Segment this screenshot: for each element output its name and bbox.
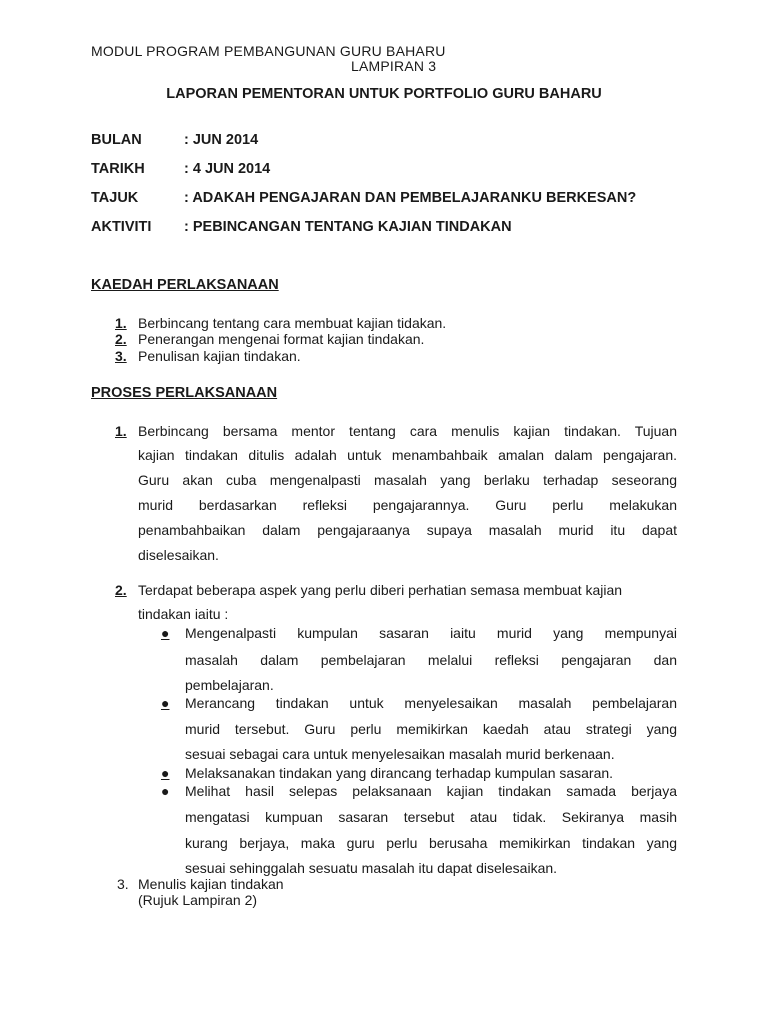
proses-item-number: 2. [115,582,127,598]
kaedah-item-number: 1. [115,315,127,331]
proses-p3-line: (Rujuk Lampiran 2) [138,892,258,908]
bullet-icon: ● [161,765,170,781]
proses-p3-line: Menulis kajian tindakan [138,876,284,892]
kaedah-item-text: Penerangan mengenai format kajian tindakan. [138,331,425,347]
proses-p1-line: Guru akan cuba mengenalpasti masalah yang berlaku terhadap seseorang [138,472,677,488]
bullet-line: pembelajaran. [185,677,274,693]
bullet-line: Melihat hasil selepas pelaksanaan kajian tindakan samada berjaya [185,783,677,799]
appendix-label: LAMPIRAN 3 [351,58,437,74]
kaedah-item-text: Penulisan kajian tindakan. [138,348,301,364]
proses-p2-line: tindakan iaitu : [138,606,229,622]
bullet-line: Merancang tindakan untuk menyelesaikan masalah pembelajaran [185,695,677,711]
meta-aktiviti-key: AKTIVITI [91,219,152,235]
bullet-line: Mengenalpasti kumpulan sasaran iaitu murid yang mempunyai [185,625,677,641]
module-header: MODUL PROGRAM PEMBANGUNAN GURU BAHARU [91,43,446,59]
proses-item-number: 1. [115,423,127,439]
bullet-line: sesuai sehinggalah sesuatu masalah itu dapat diselesaikan. [185,860,558,876]
bullet-icon: ● [161,783,170,799]
bullet-line: Melaksanakan tindakan yang dirancang terhadap kumpulan sasaran. [185,765,614,781]
bullet-line: masalah dalam pembelajaran melalui refleksi pengajaran dan [185,652,677,668]
meta-tarikh-key: TARIKH [91,161,145,177]
proses-p2-line: Terdapat beberapa aspek yang perlu diberi perhatian semasa membuat kajian [138,582,623,598]
kaedah-heading: KAEDAH PERLAKSANAAN [91,277,279,293]
kaedah-item-number: 3. [115,348,127,364]
proses-item-number: 3. [117,876,129,892]
meta-bulan-key: BULAN [91,132,142,148]
meta-tajuk-key: TAJUK [91,190,139,206]
meta-aktiviti-value: : PEBINCANGAN TENTANG KAJIAN TINDAKAN [184,219,512,235]
meta-tarikh-value: : 4 JUN 2014 [184,161,271,177]
proses-heading: PROSES PERLAKSANAAN [91,385,278,401]
proses-p1-line: diselesaikan. [138,547,219,563]
proses-p1-line: penambahbaikan dalam pengajaraanya supaya masalah murid itu dapat [138,522,677,538]
bullet-line: sesuai sebagai cara untuk menyelesaikan masalah murid berkenaan. [185,746,615,762]
proses-p1-line: Berbincang bersama mentor tentang cara menulis kajian tindakan. Tujuan [138,423,677,439]
meta-tajuk-value: : ADAKAH PENGAJARAN DAN PEMBELAJARANKU BERKESAN? [184,190,637,206]
bullet-line: mengatasi kumpuan sasaran tersebut atau tidak. Sekiranya masih [185,809,677,825]
report-title: LAPORAN PEMENTORAN UNTUK PORTFOLIO GURU BAHARU [166,86,602,102]
bullet-line: kurang berjaya, maka guru perlu berusaha memikirkan tindakan yang [185,835,677,851]
meta-bulan-value: : JUN 2014 [184,132,259,148]
proses-p1-line: kajian tindakan ditulis adalah untuk menambahbaik amalan dalam pengajaran. [138,447,677,463]
proses-p1-line: murid berdasarkan refleksi pengajarannya. Guru perlu melakukan [138,497,677,513]
bullet-icon: ● [161,625,170,641]
kaedah-item-text: Berbincang tentang cara membuat kajian tidakan. [138,315,447,331]
bullet-line: murid tersebut. Guru perlu memikirkan kaedah atau strategi yang [185,721,677,737]
bullet-icon: ● [161,695,170,711]
kaedah-item-number: 2. [115,331,127,347]
